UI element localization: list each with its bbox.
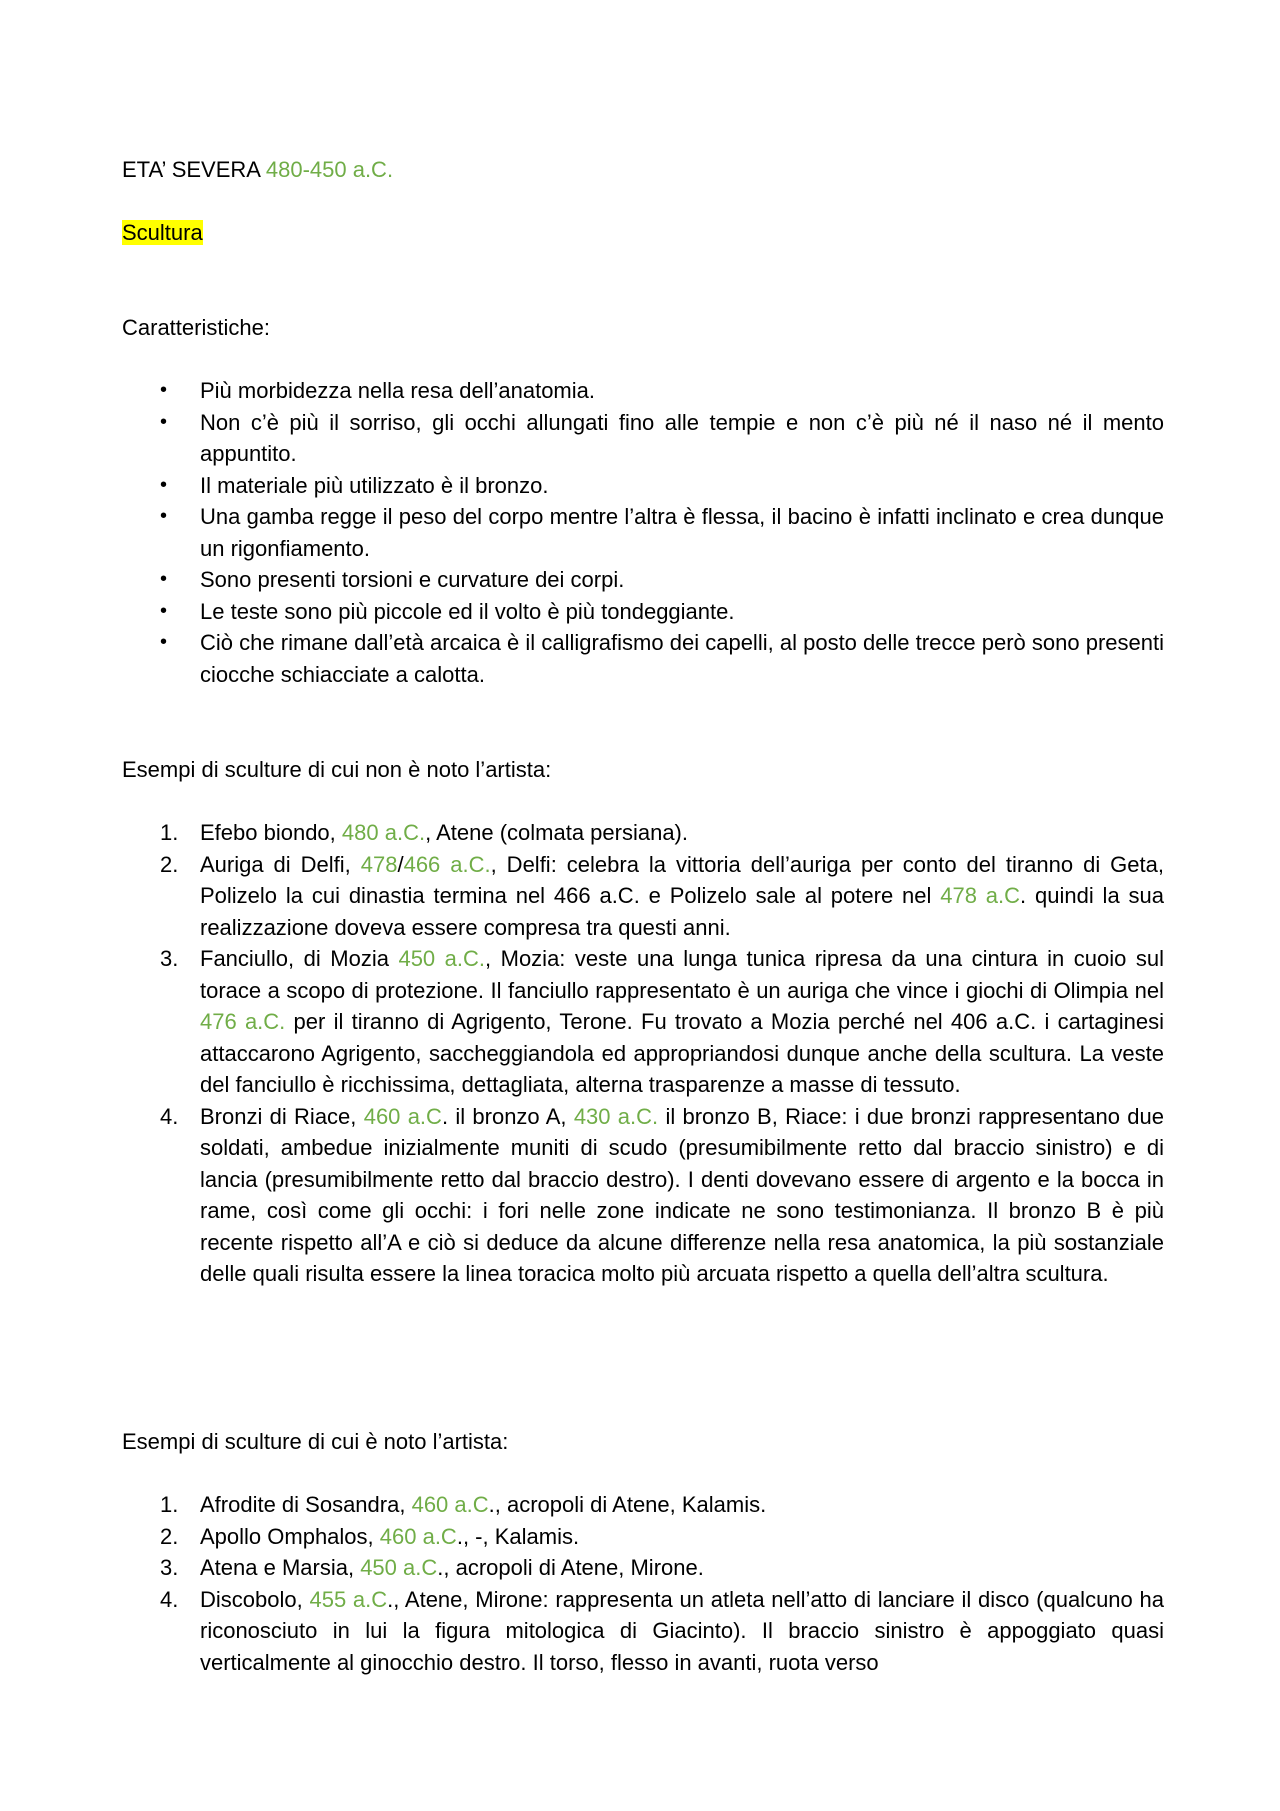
item-text: il bronzo B, Riace: i due bronzi rappresentano due soldati, ambedue inizialmente muniti di scudo (presumibilmente retto dal braccio sinistro) e di lancia (presumibilmente retto dal braccio destro). I denti dovevano essere di argento e la bocca in rame, così come gli occhi: i fori nelle zone indicate ne sono testimonianza. Il bronzo B è più recente rispetto all’A e ciò si deduce da alcune differenze nella resa anatomica, la più sostanziale delle quali risulta essere la linea toracica molto più arcuata rispetto a quella dell’altra scultura.	[200, 1103, 1164, 1286]
title-dates: 480-450 a.C.	[265, 157, 394, 182]
item-date: 455 a.C	[309, 1586, 388, 1612]
item-text: ., Atene, Mirone: rappresenta un atleta nell’atto di lanciare il disco (qualcuno ha riconosciuto in lui la figura mitologica di Giacinto). Il braccio sinistro è appoggiato quasi verticalmente al ginocchio destro. Il torso, flesso in avanti, ruota verso	[200, 1586, 1164, 1675]
list-item-text: Il materiale più utilizzato è il bronzo.	[200, 472, 549, 498]
list-number: 4.	[160, 1103, 179, 1129]
list-item	[122, 817, 1164, 849]
list-item	[122, 564, 1164, 596]
list-item-text: Sono presenti torsioni e curvature dei corpi.	[200, 567, 625, 592]
list-item	[122, 501, 1164, 564]
section-heading-text: Scultura	[122, 220, 203, 245]
item-date: 460 a.C	[379, 1523, 457, 1549]
list-number: 3.	[160, 1555, 179, 1580]
item-date: 466 a.C.	[403, 851, 491, 877]
item-date: 430 a.C.	[573, 1103, 659, 1129]
item-text: Fanciullo, di Mozia	[200, 946, 399, 971]
item-text: ., acropoli di Atene, Mirone.	[437, 1555, 704, 1580]
item-date: 450 a.C.	[398, 946, 486, 971]
bullet-icon: •	[160, 631, 168, 653]
known-artist-list	[122, 1489, 1164, 1678]
item-text: , Atene (colmata persiana).	[425, 820, 688, 845]
item-text: Efebo biondo,	[200, 820, 342, 845]
characteristics-heading: Caratteristiche:	[122, 315, 270, 340]
item-text: , Mozia: veste una lunga tunica ripresa da una cintura in cuoio sul torace a scopo di protezione. Il fanciullo rappresentato è un auriga che vince i giochi di Olimpia nel	[200, 946, 1164, 1003]
list-item	[122, 849, 1164, 944]
item-date: 478 a.C	[940, 883, 1021, 908]
known-artist-heading: Esempi di sculture di cui è noto l’artista:	[122, 1429, 509, 1454]
list-item	[122, 1521, 1164, 1553]
list-item-text: Una gamba regge il peso del corpo mentre l’altra è flessa, il bacino è infatti inclinato e crea dunque un rigonfiamento.	[200, 504, 1164, 561]
item-text: . il bronzo A,	[441, 1103, 574, 1129]
list-item	[122, 407, 1164, 470]
list-item-text: Più morbidezza nella resa dell’anatomia.	[200, 378, 595, 403]
list-number: 4.	[160, 1586, 179, 1612]
item-text: /	[397, 851, 404, 877]
item-text: , Delfi: celebra la vittoria dell’auriga per conto del tiranno di Geta, Polizelo la cui dinastia termina nel 466 a.C. e Polizelo sale al potere nel	[200, 851, 1164, 908]
list-number: 1.	[160, 1492, 179, 1517]
list-item	[122, 1489, 1164, 1521]
list-item	[122, 1552, 1164, 1584]
document-title	[122, 154, 393, 186]
bullet-icon: •	[160, 379, 168, 401]
list-item-text: Non c’è più il sorriso, gli occhi allungati fino alle tempie e non c’è più né il naso né il mento appuntito.	[200, 409, 1164, 466]
list-item	[122, 1101, 1164, 1290]
bullet-icon: •	[160, 410, 168, 433]
list-item	[122, 596, 1164, 628]
bullet-icon: •	[160, 568, 168, 590]
list-item-text: Ciò che rimane dall’età arcaica è il calligrafismo dei capelli, al posto delle trecce però sono presenti ciocche schiacciate a calotta.	[200, 630, 1164, 687]
item-text: ., acropoli di Atene, Kalamis.	[488, 1492, 767, 1517]
list-number: 1.	[160, 820, 179, 845]
item-date: 476 a.C.	[200, 1009, 286, 1034]
unknown-artist-heading: Esempi di sculture di cui non è noto l’artista:	[122, 757, 552, 782]
title-text: ETA’ SEVERA	[122, 157, 266, 182]
item-text: Discobolo,	[200, 1586, 310, 1612]
list-item-text: Le teste sono più piccole ed il volto è più tondeggiante.	[200, 598, 735, 624]
item-text: ., -, Kalamis.	[456, 1523, 580, 1549]
list-item	[122, 470, 1164, 502]
list-number: 3.	[160, 946, 179, 971]
item-date: 460 a.C	[411, 1492, 489, 1517]
item-date: 478	[360, 851, 398, 877]
list-item	[122, 1584, 1164, 1679]
item-text: . quindi la sua realizzazione doveva essere compresa tra questi anni.	[200, 883, 1164, 940]
list-item	[122, 375, 1164, 407]
item-text: per il tiranno di Agrigento, Terone. Fu trovato a Mozia perché nel 406 a.C. i cartaginesi attaccarono Agrigento, saccheggiandola ed appropriandosi dunque anche della scultura. La veste del fanciullo è ricchissima, dettagliata, alterna trasparenze a masse di tessuto.	[200, 1009, 1164, 1097]
section-heading	[122, 217, 203, 249]
bullet-icon: •	[160, 505, 168, 527]
item-text: Afrodite di Sosandra,	[200, 1492, 412, 1517]
list-item	[122, 627, 1164, 690]
list-number: 2.	[160, 851, 179, 877]
list-number: 2.	[160, 1523, 179, 1549]
item-date: 480 a.C.	[341, 820, 426, 845]
item-text: Auriga di Delfi,	[200, 851, 361, 877]
bullet-icon: •	[160, 599, 168, 622]
item-date: 460 a.C	[363, 1103, 442, 1129]
item-date: 450 a.C	[360, 1555, 438, 1580]
bullet-icon: •	[160, 473, 168, 496]
unknown-artist-list	[122, 817, 1164, 1290]
item-text: Apollo Omphalos,	[200, 1523, 380, 1549]
characteristics-list	[122, 375, 1164, 690]
item-text: Atena e Marsia,	[200, 1555, 361, 1580]
list-item	[122, 943, 1164, 1101]
item-text: Bronzi di Riace,	[200, 1103, 364, 1129]
